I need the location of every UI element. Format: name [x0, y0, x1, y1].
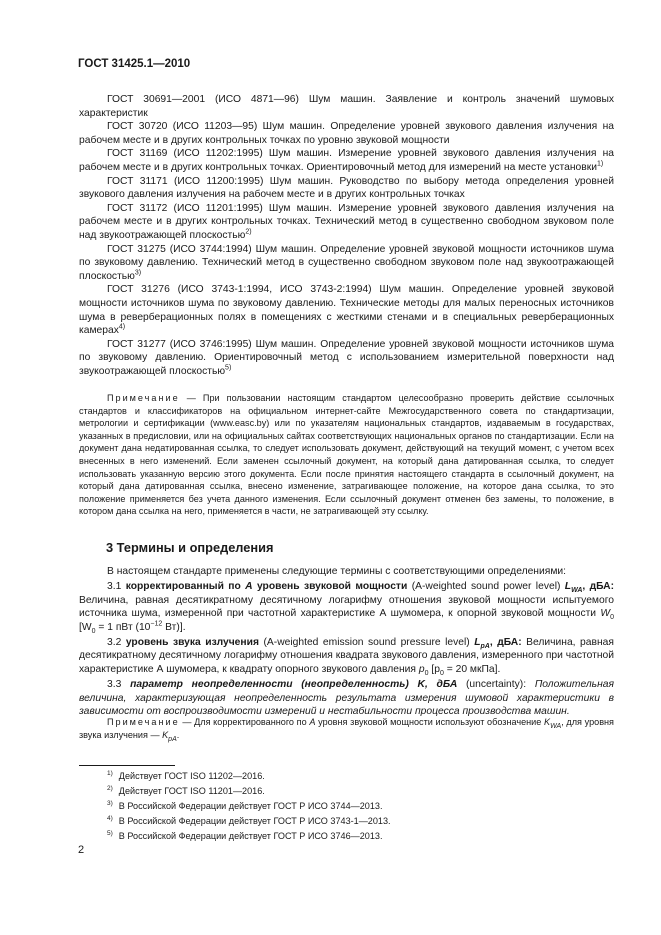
footnote-item: $^{2)}$ Действует ГОСТ ISO 11201—2016. — [107, 784, 265, 796]
note-text: При пользовании настоящим стандартом целесообразно проверить действие ссылочных стандартов и классификаторов на официальном интернет-сайте Межгосударственного совета по стандартизации, метрологии и сертификации (www.easc.by) или по указателям национальных стандартов, издаваемым в государствах, указанных в предисловии, или на официальных сайтах соответствующих национальных органов по стандартизации. Если на документ дана недатированная ссылка, то следует использовать документ, действующий на текущий момент, с учетом всех внесенных в него изменений. Если заменен ссылочный документ, на который дана датированная ссылка, то следует использовать указанную версию этого документа. Если после принятия настоящего стандарта в ссылочный документ, на который дана датированная ссылка, внесено изменение, затрагивающее положение, на которое дана ссылка, то это положение применяется без учета данного изменения. Если ссылочный документ отменен без замены, то положение, в котором дана ссылка на него, применяется в части, не затрагивающей эту ссылку. — [79, 393, 615, 517]
reference-item: ГОСТ 31277 (ИСО 3746:1995) Шум машин. Определение уровней звуковой мощности источников шума по звуковому давлению. Ориентировочный метод с использованием измерительной поверхности над звукоотражающей плоскостью$^{5)}$ — [79, 338, 614, 377]
reference-item: ГОСТ 31275 (ИСО 3744:1994) Шум машин. Определение уровней звуковой мощности источников шума по звуковому давлению. Технический метод в существенно свободном звуковом поле над звукоотражающей плоскостью$^{3)}$ — [79, 243, 614, 282]
footnote-item: $^{3)}$ В Российской Федерации действует ГОСТ Р ИСО 3744—2013. — [107, 799, 383, 811]
note-label: Примечание — [107, 717, 180, 727]
reference-item: ГОСТ 30691—2001 (ИСО 4871—96) Шум машин. Заявление и контроль значений шумовых характеристик — [79, 94, 614, 119]
term-3-1: 3.1 корректированный по А уровень звуковой мощности (A-weighted sound power level) $L_{WA}$, дБА: Величина, равная десятикратному десятичному логарифму отношения звуковой мощности испытуемого источника шума, измеренной при частотной характеристике А шумомера, к опорной звуковой мощности $W_0$ [$W_0 = 1$ пВт ($10^{-12}$ Вт)]. — [79, 581, 615, 635]
terms-definitions — [79, 565, 614, 720]
section-title: 3 Термины и определения — [106, 540, 274, 555]
footnote-item: $^{1)}$ Действует ГОСТ ISO 11202—2016. — [107, 769, 265, 781]
term-3-2: 3.2 уровень звука излучения (A-weighted emission sound pressure level) $L_{pA}$, дБА: Величина, равная десятикратному десятичному логарифму отношения квадрата звукового давления, измеренного при частотной характеристике А шумомера, к квадрату опорного звукового давления $p_0$ [$p_0 = 20$ мкПа]. — [79, 637, 614, 677]
note-label: Примечание — [107, 393, 180, 403]
terms-intro: В настоящем стандарте применены следующие термины с соответствующими определениями: — [107, 566, 567, 577]
page-number: 2 — [78, 844, 85, 856]
term-3-3: 3.3 параметр неопределенности (неопределенность) K, дБА (uncertainty): Положительная величина, характеризующая неопределенность результата измерения шумовой характеристики в зависимости от воспроизводимости измерений и нестабильности процесса производства машин. — [79, 679, 614, 718]
reference-item: ГОСТ 30720 (ИСО 11203—95) Шум машин. Определение уровней звукового давления излучения на рабочем месте и в других контрольных точках по уровню звуковой мощности — [79, 121, 614, 146]
references-note: Примечание — При пользовании настоящим стандартом целесообразно проверить действие ссылочных стандартов и классификаторов на официальном интернет-сайте Межгосударственного совета по стандартизации, метрологии и сертификации (www.easc.by) или по указателям национальных стандартов, издаваемым в государствах, указанных в предисловии, или на официальных сайтах соответствующих национальных органов по стандартизации. Если на документ дана недатированная ссылка, то следует использовать документ, действующий на текущий момент, с учетом всех внесенных в него изменений. Если заменен ссылочный документ, на который дана датированная ссылка, то следует использовать указанную версию этого документа. Если после принятия настоящего стандарта в ссылочный документ, на который дана датированная ссылка, внесено изменение, затрагивающее положение, на которое дана ссылка, то это положение применяется без учета данного изменения. Если ссылочный документ отменен без замены, то положение, в котором дана ссылка на него, применяется в части, не затрагивающей эту ссылку. — [79, 393, 615, 517]
footnote-divider — [79, 765, 175, 766]
footnote-ref[interactable]: 1) — [596, 160, 604, 168]
reference-item: ГОСТ 31169 (ИСО 11202:1995) Шум машин. Измерение уровней звукового давления излучения на рабочем месте и в других контрольных точках. Ориентировочный метод для измерений на месте установки$^{1)}$ — [79, 148, 614, 173]
footnote-item: $^{5)}$ В Российской Федерации действует ГОСТ Р ИСО 3746—2013. — [107, 829, 383, 841]
terms-note: Примечание — Для корректированного по А уровня звуковой мощности используют обозначение $K_{WA}$, для уровня звука излучения — $K_{pA}$. — [79, 717, 614, 743]
reference-item: ГОСТ 31171 (ИСО 11200:1995) Шум машин. Руководство по выбору метода определения уровней звукового давления излучения на рабочем месте и в других контрольных точках — [79, 175, 614, 201]
footnote-ref[interactable]: 2) — [245, 228, 252, 236]
footnote-ref[interactable]: 3) — [134, 269, 142, 277]
footnote-item: $^{4)}$ В Российской Федерации действует ГОСТ Р ИСО 3743-1—2013. — [107, 814, 391, 826]
footnote-ref[interactable]: 4) — [118, 323, 126, 331]
normative-references-list — [79, 93, 614, 378]
reference-item: ГОСТ 31172 (ИСО 11201:1995) Шум машин. Измерение уровней звукового давления излучения на рабочем месте и в других контрольных точках. Технический метод в существенно свободном звуковом поле над звукоотражающей плоскостью$^{2)}$ — [79, 202, 614, 241]
footnotes — [107, 769, 587, 844]
page-header-standard-id: ГОСТ 31425.1—2010 — [78, 58, 191, 70]
reference-item: ГОСТ 31276 (ИСО 3743-1:1994, ИСО 3743-2:1994) Шум машин. Определение уровней звуковой мощности источников шума по звуковому давлению. Технические методы для малых переносных источников шума в реверберационных полях в помещениях с жесткими стенами и в специальных реверберационных камерах$^{4)}$ — [79, 284, 614, 337]
footnote-ref[interactable]: 5) — [225, 364, 232, 372]
